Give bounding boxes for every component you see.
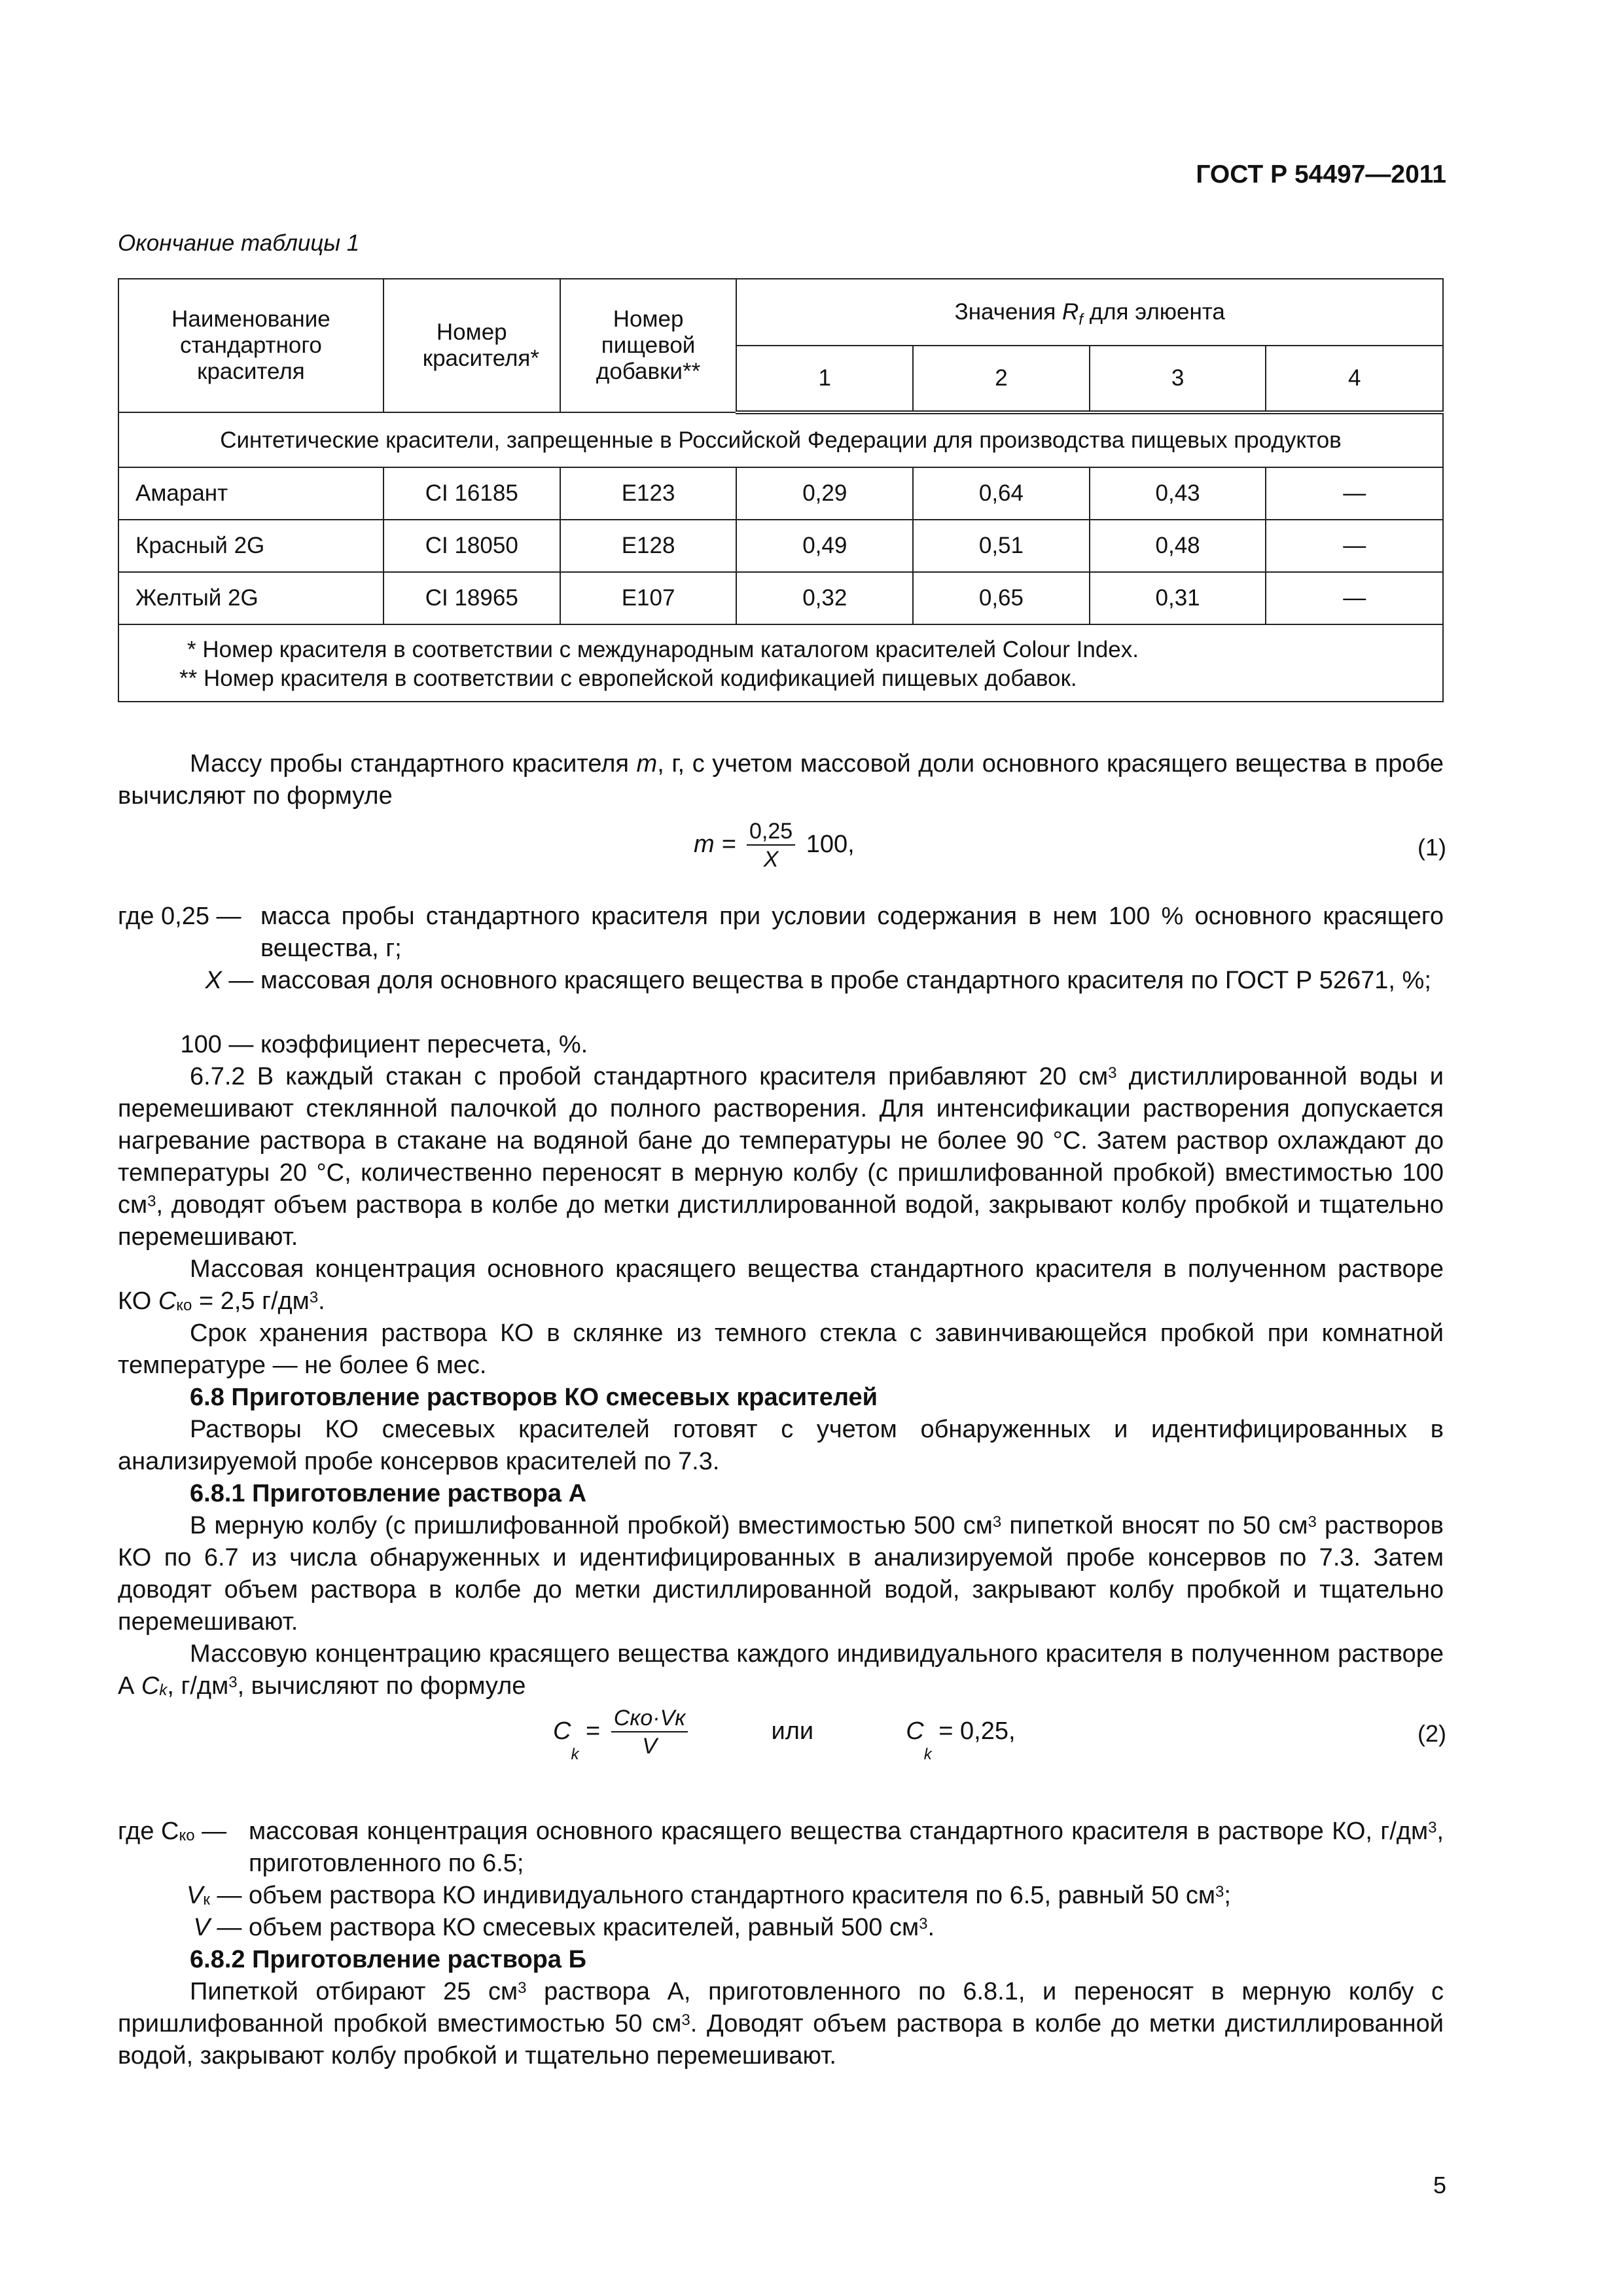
formula-1-denominator: X <box>763 847 779 872</box>
paragraph-sample-mass: Массу пробы стандартного красителя m, г, с учетом массовой доли основного красящего вещества в пробе вычисляют по формуле <box>118 750 1444 810</box>
header-eluent-1: 1 <box>736 346 913 412</box>
where-text-x: массовая доля основного красящего вещества в пробе стандартного красителя по ГОСТ Р 52671, %; <box>260 967 1431 994</box>
rf-value: 0,31 <box>1090 572 1266 624</box>
where-key-v: V — <box>193 1914 249 1941</box>
header-dye-number: Номер красителя* <box>383 279 560 412</box>
rf-value: 0,49 <box>736 520 913 572</box>
dye-name: Красный 2G <box>118 520 383 572</box>
rf-value: 0,43 <box>1090 467 1266 520</box>
dye-ci: CI 16185 <box>383 467 560 520</box>
rf-value: — <box>1266 467 1443 520</box>
paragraph-6-8-2: Пипеткой отбирают 25 $см^3$ раствора А, приготовленного по 6.8.1, и переносят в мерную колбу с пришлифованной пробкой вместимостью 50 $см^3$. Доводят объем раствора в колбе до метки дистиллированной водой, закрывают колбу пробкой и тщательно перемешивают. <box>118 1978 1444 2070</box>
rf-value: 0,32 <box>736 572 913 624</box>
formula-1-numerator: 0,25 <box>747 818 795 846</box>
header-eluent-3: 3 <box>1090 346 1266 412</box>
rf-value: 0,29 <box>736 467 913 520</box>
standard-designation: ГОСТ Р 54497—2011 <box>1196 160 1446 188</box>
header-eluent-2: 2 <box>913 346 1090 412</box>
formula-2: $C_k$ = $\frac{\text{Cко·Vк}}{V}$ или $C_k = 0,25$, <box>553 1706 1016 1763</box>
where-key-vk: $V_к$ — <box>187 1882 242 1909</box>
dye-e: E128 <box>560 520 737 572</box>
equation-number-1: (1) <box>1418 834 1446 861</box>
dye-rf-table <box>118 278 1444 702</box>
heading-6-8-2: 6.8.2 Приготовление раствора Б <box>190 1946 586 1973</box>
dye-ci: CI 18965 <box>383 572 560 624</box>
table-row <box>118 467 1443 520</box>
paragraph-6-8-1: В мерную колбу (с пришлифованной пробкой) вместимостью 500 $см^3$ пипеткой вносят по 50 $см^3$ растворов КО по 6.7 из числа обнаруженных и идентифицированных в анализируемой пробе консервов по 7.3. Затем доводят объем раствора в колбе до метки дистиллированной водой, закрывают колбу пробкой и тщательно перемешивают. <box>118 1512 1444 1636</box>
where-key-cko: где $C_{ко}$ — <box>118 1818 227 1845</box>
page-number: 5 <box>1433 2172 1446 2198</box>
header-dye-name: Наименование стандартного красителя <box>118 279 383 412</box>
table-footnotes <box>118 624 1443 702</box>
formula-2-numerator: Cко·Vк <box>611 1705 688 1732</box>
dye-name: Амарант <box>118 467 383 520</box>
dye-name: Желтый 2G <box>118 572 383 624</box>
formula-2-denominator: V <box>642 1734 657 1759</box>
where-key-x: X — <box>205 967 260 994</box>
header-rf-group: Значения $R_f$ для элюента <box>736 279 1443 346</box>
paragraph-6-7-2: 6.7.2 В каждый стакан с пробой стандартного красителя прибавляют 20 $см^3$ дистиллированной воды и перемешивают стеклянной палочкой до полного растворения. Для интенсификации растворения допускается нагревание раствора в стакане на водяной бане до температуры не более 90 °С. Затем раствор охлаждают до температуры 20 °С, количественно переносят в мерную колбу (с пришлифованной пробкой) вместимостью 100 $см^3$, доводят объем раствора в колбе до метки дистиллированной водой, закрывают колбу пробкой и тщательно перемешивают. <box>118 1063 1444 1251</box>
paragraph-individual-concentration: Массовую концентрацию красящего вещества каждого индивидуального красителя в полученном растворе А $C_k$, $г/дм^3$, вычисляют по формуле <box>118 1640 1444 1700</box>
where-text-025: масса пробы стандартного красителя при условии содержания в нем 100 % основного красящего вещества, г; <box>260 903 1444 962</box>
heading-6-8-1: 6.8.1 Приготовление раствора А <box>190 1480 587 1507</box>
rf-value: — <box>1266 520 1443 572</box>
where-text-vk: объем раствора КО индивидуального стандартного красителя по 6.5, равный 50 $см^3$; <box>249 1882 1231 1909</box>
footnote-1: * Номер красителя в соответствии с международным каталогом красителей Colour Index. <box>187 637 1139 662</box>
dye-ci: CI 18050 <box>383 520 560 572</box>
dye-e: E107 <box>560 572 737 624</box>
table-row <box>118 520 1443 572</box>
where-text-100: коэффициент пересчета, %. <box>260 1031 588 1058</box>
table-caption: Окончание таблицы 1 <box>118 230 360 256</box>
rf-value: — <box>1266 572 1443 624</box>
paragraph-6-8: Растворы КО смесевых красителей готовят с учетом обнаруженных и идентифицированных в анализируемой пробе консервов красителей по 7.3. <box>118 1416 1444 1475</box>
where-key-025: где 0,25 — <box>118 903 241 930</box>
rf-value: 0,48 <box>1090 520 1266 572</box>
rf-value: 0,65 <box>913 572 1090 624</box>
header-eluent-4: 4 <box>1266 346 1443 412</box>
table-row <box>118 572 1443 624</box>
dye-e: E123 <box>560 467 737 520</box>
formula-1: m = $\frac{0,25}{X}$ 100, <box>694 819 855 872</box>
table-section-title: Синтетические красители, запрещенные в Российской Федерации для производства пищевых продуктов <box>118 412 1443 467</box>
header-additive-number: Номер пищевой добавки** <box>560 279 737 412</box>
where-text-cko: массовая концентрация основного красящего вещества стандартного красителя в растворе КО, $г/дм^3$, приготовленного по 6.5; <box>249 1818 1444 1877</box>
paragraph-storage: Срок хранения раствора КО в склянке из темного стекла с завинчивающейся пробкой при комнатной температуре — не более 6 мес. <box>118 1319 1444 1379</box>
footnote-2: ** Номер красителя в соответствии с европейской кодификацией пищевых добавок. <box>179 666 1077 691</box>
where-key-100: 100 — <box>180 1031 254 1058</box>
heading-6-8: 6.8 Приготовление растворов КО смесевых красителей <box>190 1384 878 1411</box>
rf-value: 0,64 <box>913 467 1090 520</box>
rf-value: 0,51 <box>913 520 1090 572</box>
paragraph-ko-concentration: Массовая концентрация основного красящего вещества стандартного красителя в полученном растворе КО $C_{ко} = 2,5$ $г/дм^3$. <box>118 1255 1444 1315</box>
equation-number-2: (2) <box>1418 1720 1446 1747</box>
where-text-v: объем раствора КО смесевых красителей, равный 500 $см^3$. <box>249 1914 935 1941</box>
